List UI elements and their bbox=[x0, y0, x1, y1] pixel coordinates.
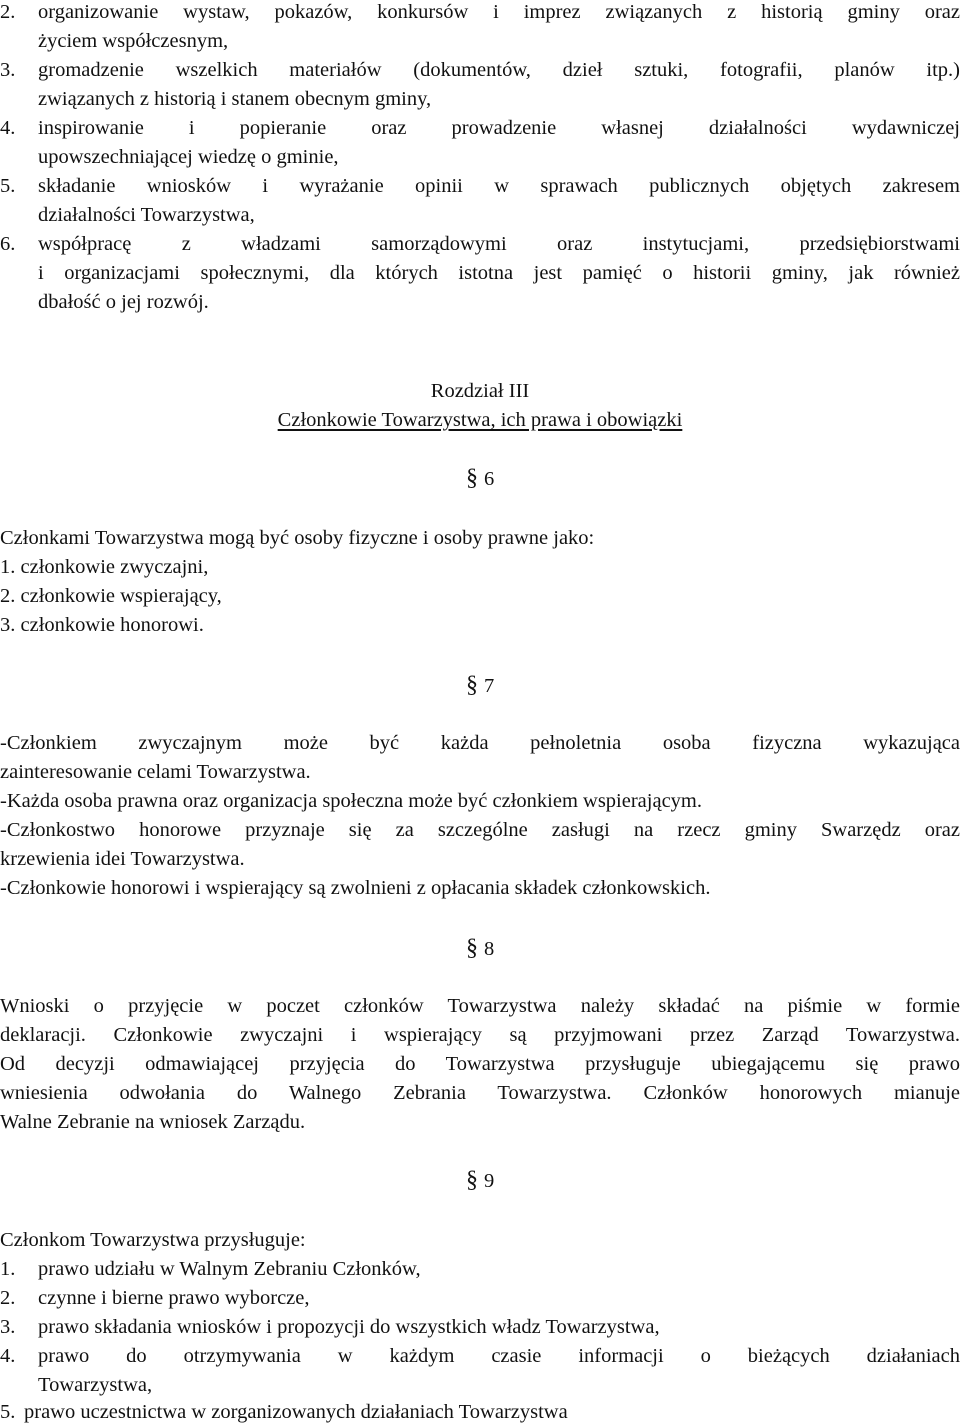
section-7-line: zainteresowanie celami Towarzystwa. bbox=[0, 761, 311, 783]
list-item bbox=[0, 0, 960, 27]
list-item: 1. członkowie zwyczajni, bbox=[0, 556, 209, 578]
section-8-line: Od decyzji odmawiającej przyjęcia do Towarzystwa przysługuje ubiegającemu się prawo bbox=[0, 1053, 960, 1075]
section-7-line: -Członkiem zwyczajnym może być każda pełnoletnia osoba fizyczna wykazująca bbox=[0, 732, 960, 754]
paragraph-symbol: § bbox=[466, 465, 478, 491]
section-8-line: deklaracji. Członkowie zwyczajni i wspierający są przyjmowani przez Zarząd Towarzystwa. bbox=[0, 1024, 960, 1046]
list-item: 5. składanie wniosków i wyrażanie opinii w sprawach publicznych objętych zakresem bbox=[0, 175, 960, 197]
section-7-line: -Członkowie honorowi i wspierający są zwolnieni z opłacania składek członkowskich. bbox=[0, 877, 711, 899]
section-8-line: wniesienia odwołania do Walnego Zebrania Towarzystwa. Członków honorowych mianuje bbox=[0, 1082, 960, 1104]
section-7-line: -Członkostwo honorowe przyznaje się za szczególne zasługi na rzecz gminy Swarzędz oraz bbox=[0, 819, 960, 841]
chapter-title: Rozdział III bbox=[430, 380, 530, 402]
paragraph-symbol: § bbox=[466, 935, 478, 961]
list-text: organizowanie wystaw, pokazów, konkursów i imprez związanych z historią gminy oraz bbox=[38, 1, 960, 23]
section-7-line: -Każda osoba prawna oraz organizacja społeczna może być członkiem wspierającym. bbox=[0, 790, 702, 812]
section-8-line: Walne Zebranie na wniosek Zarządu. bbox=[0, 1111, 306, 1133]
paragraph-symbol: § bbox=[466, 1167, 478, 1193]
list-number: 2. bbox=[0, 1, 16, 23]
section-heading-6: § 6 bbox=[466, 465, 495, 491]
document-page: 2. organizowanie wystaw, pokazów, konkursów i imprez związanych z historią gminy oraz życiem współczesnym, 3. gromadzenie wszelkich materiałów (dokumentów, dzieł sztuki, fotografii, planów itp.) związanych z historią i stanem obecnym gminy, 4. inspirowanie i popieranie oraz prowadzenie własnej działalności wydawniczej upowszechniającej wiedzę o gminie, 5. składanie wniosków i wyrażanie opinii w sprawach publicznych objętych zakresem działalności Towarzystwa, 6. współpracę z władzami samorządowymi oraz instytucjami, przedsiębiorstwami i organizacjami społecznymi, dla których istotna jest pamięć o historii gminy, jak również dbałość o jej rozwój. Rozdział III Członkowie Towarzystwa, ich prawa i obowiązki § 6 Członkami Towarzystwa mogą być osoby fizyczne i osoby prawne jako: 1. członkowie zwyczajni, 2. członkowie wspierający, 3. członkowie honorowi. § 7 -Członkiem zwyczajnym może być każda pełnoletnia osoba fizyczna wykazująca zainteresowanie celami Towarzystwa. -Każda osoba prawna oraz organizacja społeczna może być członkiem wspierającym. -Członkostwo honorowe przyznaje się za szczególne zasługi na rzecz gminy Swarzędz oraz krzewienia idei Towarzystwa. -Członkowie honorowi i wspierający są zwolnieni z opłacania składek członkowskich. § 8 Wnioski o przyjęcie w poczet członków Towarzystwa należy składać na piśmie w formie deklaracji. Członkowie zwyczajni i wspierający są przyjmowani przez Zarząd Towarzystwa. Od decyzji odmawiającej przyjęcia do Towarzystwa przysługuje ubiegającemu się prawo wniesienia odwołania do Walnego Zebrania Towarzystwa. Członków honorowych mianuje Walne Zebranie na wniosek Zarządu. § 9 Członkom Towarzystwa przysługuje: 1. prawo udziału w Walnym Zebraniu Członków, 2. czynne i bierne prawo wyborcze, 3. prawo składania wniosków i propozycji do wszystkich władz Towarzystwa, 4. prawo do otrzymywania w każdym czasie informacji o bieżących działaniach Towarzystwa, 5. prawo uczestnictwa w zorganizowanych działaniach Towarzystwa bbox=[0, 0, 960, 1428]
list-item: 4. prawo do otrzymywania w każdym czasie informacji o bieżących działaniach bbox=[0, 1345, 960, 1367]
list-item: 3. gromadzenie wszelkich materiałów (dokumentów, dzieł sztuki, fotografii, planów itp.) bbox=[0, 59, 960, 81]
list-item: 6. współpracę z władzami samorządowymi oraz instytucjami, przedsiębiorstwami bbox=[0, 233, 960, 255]
section-9-intro: Członkom Towarzystwa przysługuje: bbox=[0, 1229, 306, 1251]
section-8-line: Wnioski o przyjęcie w poczet członków Towarzystwa należy składać na piśmie w formie bbox=[0, 995, 960, 1017]
list-item: 4. inspirowanie i popieranie oraz prowadzenie własnej działalności wydawniczej bbox=[0, 117, 960, 139]
list-item: 3. członkowie honorowi. bbox=[0, 614, 204, 636]
list-item-continuation: i organizacjami społecznymi, dla których istotna jest pamięć o historii gminy, jak również bbox=[38, 262, 960, 284]
section-6-intro: Członkami Towarzystwa mogą być osoby fizyczne i osoby prawne jako: bbox=[0, 527, 595, 549]
section-heading-9: § 9 bbox=[466, 1167, 495, 1193]
section-7-line: krzewienia idei Towarzystwa. bbox=[0, 848, 245, 870]
section-heading-8: § 8 bbox=[466, 935, 495, 961]
chapter-subtitle: Członkowie Towarzystwa, ich prawa i obowiązki bbox=[277, 409, 683, 431]
section-heading-7: § 7 bbox=[466, 672, 495, 698]
list-item: 2. członkowie wspierający, bbox=[0, 585, 222, 607]
paragraph-symbol: § bbox=[466, 672, 478, 698]
